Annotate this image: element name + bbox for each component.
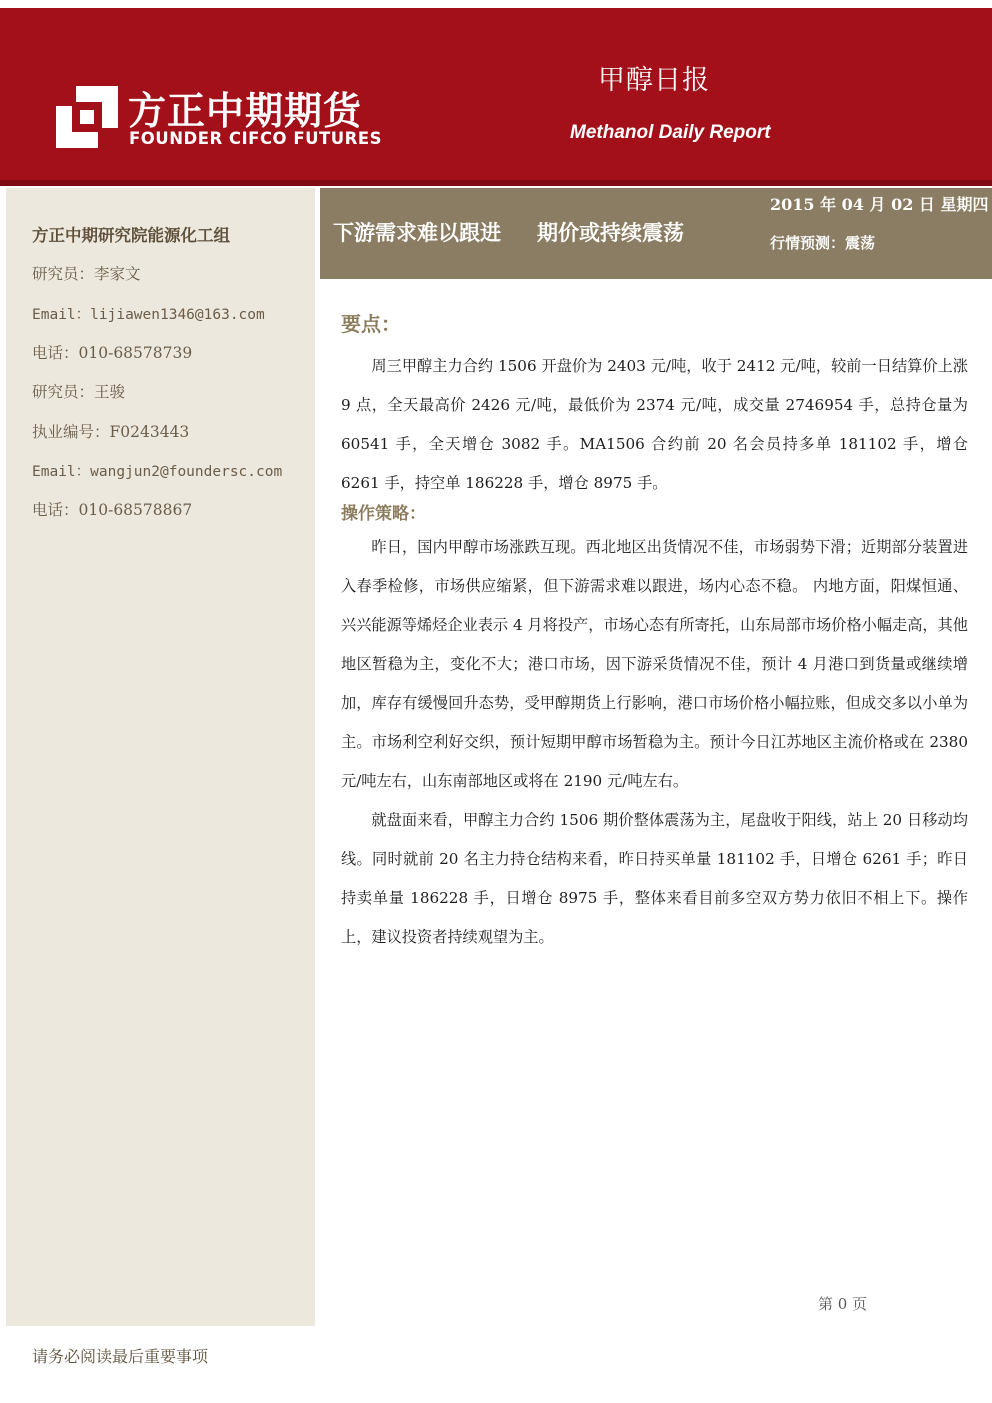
analyst-1-name: 研究员：李家文 (32, 265, 141, 283)
analyst-2-email: Email：wangjun2@foundersc.com (32, 464, 283, 480)
report-date: 2015 年 04 月 02 日 星期四 (770, 195, 989, 214)
headline-part-1: 下游需求难以跟进 (333, 221, 501, 245)
header-banner (0, 0, 992, 186)
company-name-cn: 方正中期期货 (128, 89, 363, 133)
strategy-paragraph-1: 昨日，国内甲醇市场涨跌互现。西北地区出货情况不佳，市场弱势下滑；近期部分装置进入春季检修，市场供应缩紧，但下游需求难以跟进，场内心态不稳。 内地方面，阳煤恒通、兴兴能源等烯烃企业表示 4 月将投产，市场心态有所寄托，山东局部市场价格小幅走高，其他地区暂稳为主，变化不大；港口市场，因下游采货情况不佳，预计 4 月港口到货量或继续增加，库存有缓慢回升态势，受甲醇期货上行影响，港口市场价格小幅拉账，但成交多以小单为主。市场利空利好交织，预计短期甲醇市场暂稳为主。预计今日江苏地区主流价格或在 2380 元/吨左右，山东南部地区或将在 2190 元/吨左右。 (341, 538, 968, 790)
headline (333, 217, 684, 247)
founder-logo-icon (56, 86, 118, 148)
report-title-cn: 甲醇日报 (598, 65, 710, 96)
key-points-heading: 要点： (341, 312, 401, 336)
analyst-1-email: Email：lijiawen1346@163.com (32, 307, 265, 323)
strategy-heading: 操作策略： (341, 504, 426, 524)
report-body (341, 306, 968, 957)
disclaimer-note: 请务必阅读最后重要事项 (32, 1347, 209, 1366)
research-group-name: 方正中期研究院能源化工组 (32, 226, 230, 245)
strategy-paragraph-2: 就盘面来看，甲醇主力合约 1506 期价整体震荡为主，尾盘收于阳线，站上 20 日移动均线。同时就前 20 名主力持仓结构来看，昨日持买单量 181102 手，日增仓 6261 手；昨日持卖单量 186228 手，日增仓 8975 手，整体来看目前多空双方势力依旧不相上下。操作上，建议投资者持续观望为主。 (341, 811, 968, 946)
company-name-en: FOUNDER CIFCO FUTURES (129, 129, 383, 148)
analyst-2-license: 执业编号：F0243443 (32, 423, 190, 441)
header-top-line (0, 0, 992, 8)
analyst-1-phone: 电话：010-68578739 (32, 344, 193, 362)
page-number: 第 0 页 (818, 1295, 868, 1313)
market-forecast: 行情预测：震荡 (770, 234, 876, 252)
analyst-2-name: 研究员：王骏 (32, 383, 126, 401)
headline-part-2: 期价或持续震荡 (537, 221, 684, 245)
report-title-en: Methanol Daily Report (570, 122, 771, 143)
analyst-2-phone: 电话：010-68578867 (32, 501, 193, 519)
key-points-paragraph: 周三甲醇主力合约 1506 开盘价为 2403 元/吨，收于 2412 元/吨，较前一日结算价上涨 9 点，全天最高价 2426 元/吨，最低价为 2374 元/吨，成交量 2746954 手，总持仓量为 60541 手，全天增仓 3082 手。MA1506 合约前 20 名会员持多单 181102 手，增仓 6261 手，持空单 186228 手，增仓 8975 手。 (341, 357, 968, 492)
